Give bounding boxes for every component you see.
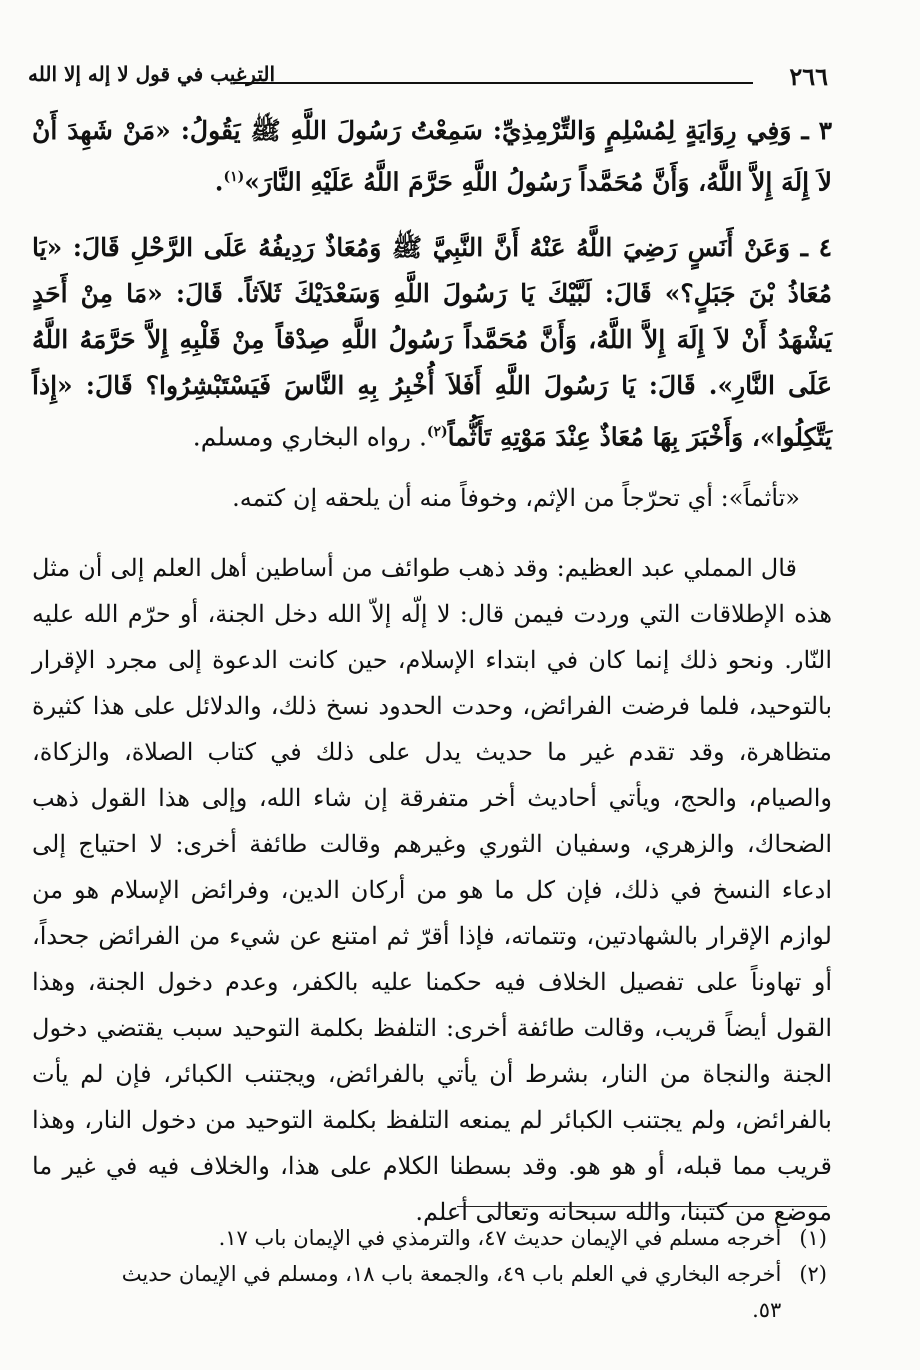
footnote-text: أخرجه البخاري في العلم باب ٤٩، والجمعة باب ١٨، ومسلم في الإيمان حديث ٥٣. (121, 1262, 782, 1322)
hadith-3-end: . (214, 167, 224, 197)
commentary-paragraph: قال المملي عبد العظيم: وقد ذهب طوائف من أساطين أهل العلم إلى أن مثل هذه الإطلاقات التي وردت فيمن قال: لا إلّه إلاّ الله دخل الجنة، أو حرّم الله عليه النّار. ونحو ذلك إنما كان في ابتداء الإسلام، حين كانت الدعوة إلى مجرد الإقرار بالتوحيد، فلما فرضت الفرائض، وحدت الحدود نسخ ذلك، والدلائل على هذا كثيرة متظاهرة، وقد تقدم غير ما حديث يدل على ذلك في كتاب الصلاة، والزكاة، والصيام، والحج، ويأتي أحاديث أخر متفرقة إن شاء الله، وإلى هذا القول ذهب الضحاك، والزهري، وسفيان الثوري وغيرهم وقالت طائفة أخرى: لا احتياج إلى ادعاء النسخ في ذلك، فإن كل ما هو من أركان الدين، وفرائض الإسلام هو من لوازم الإقرار بالشهادتين، وتتماته، فإذا أقرّ ثم امتنع عن شيء من الفرائض جحداً، أو تهاوناً على تفصيل الخلاف فيه حكمنا عليه بالكفر، وعدم دخول الجنة، وهذا القول أيضاً قريب، وقالت طائفة أخرى: التلفظ بكلمة التوحيد سبب يقتضي دخول الجنة والنجاة من النار، بشرط أن يأتي بالفرائض، ويجتنب الكبائر، فإن لم يأت بالفرائض، ولم يجتنب الكبائر لم يمنعه التلفظ بكلمة التوحيد من دخول النار، وهذا قريب مما قبله، أو هو هو. وقد بسطنا الكلام على هذا، والخلاف فيه في غير ما موضع من كتبنا، والله سبحانه وتعالى أعلم. (32, 554, 832, 1226)
hadith-3 (32, 108, 832, 205)
page-number: ٢٦٦ (789, 62, 828, 91)
footnote-number: (٢) (799, 1262, 827, 1286)
word-note: «تأثماً»: أي تحرّجاً من الإثم، وخوفاً منه أن يلحقه إن كتمه. (232, 484, 800, 512)
hadith-4-text: ٤ ـ وَعَنْ أَنَسٍ رَضِيَ اللَّهُ عَنْهُ أَنَّ النَّبِيَّ ﷺ وَمُعَاذٌ رَدِيفُهُ عَلَى الرَّحْلِ قَالَ: «يَا مُعَاذُ بْنَ جَبَلٍ؟» قَالَ: لَبَّيْكَ يَا رَسُولَ اللَّهِ وَسَعْدَيْكَ ثَلاَثاً. قَالَ: «مَا مِنْ أَحَدٍ يَشْهَدُ أَنْ لاَ إِلَهَ إِلاَّ اللَّهُ، وَأَنَّ مُحَمَّداً رَسُولُ اللَّهِ صِدْقاً مِنْ قَلْبِهِ إِلاَّ حَرَّمَهُ اللَّهُ عَلَى النَّارِ». قَالَ: يَا رَسُولَ اللَّهِ أَفَلاَ أُخْبِرُ بِهِ النَّاسَ فَيَسْتَبْشِرُوا؟ قَالَ: «إِذاً يَتَّكِلُوا»، وَأَخْبَرَ بِهَا مُعَاذٌ عِنْدَ مَوْتِهِ تَأَثُّماً (32, 233, 832, 452)
page-header (28, 60, 828, 94)
footnote-item (87, 1256, 827, 1328)
header-rule (233, 82, 753, 84)
footnote-item (87, 1220, 827, 1256)
footnotes (87, 1220, 827, 1328)
hadith-3-text: ٣ ـ وَفِي رِوَايَةٍ لِمُسْلِمٍ وَالتِّرْمِذِيِّ: سَمِعْتُ رَسُولَ اللَّهِ ﷺ يَقُولُ: «مَنْ شَهِدَ أَنْ لاَ إِلَهَ إِلاَّ اللَّهُ، وَأَنَّ مُحَمَّداً رَسُولُ اللَّهِ حَرَّمَ اللَّهُ عَلَيْهِ النَّارَ» (32, 116, 832, 197)
hadith-4-source: . رواه البخاري ومسلم. (192, 422, 427, 452)
footnote-text: أخرجه مسلم في الإيمان حديث ٤٧، والترمذي في الإيمان باب ١٧. (218, 1226, 782, 1250)
footnote-number: (١) (799, 1226, 827, 1250)
footnote-ref-2: (٢) (426, 424, 448, 440)
footnote-ref-1: (١) (223, 169, 245, 185)
running-title: الترغيب في قول لا إله إلا الله (28, 62, 276, 86)
footnote-rule (457, 1206, 827, 1207)
hadith-4 (32, 225, 832, 460)
